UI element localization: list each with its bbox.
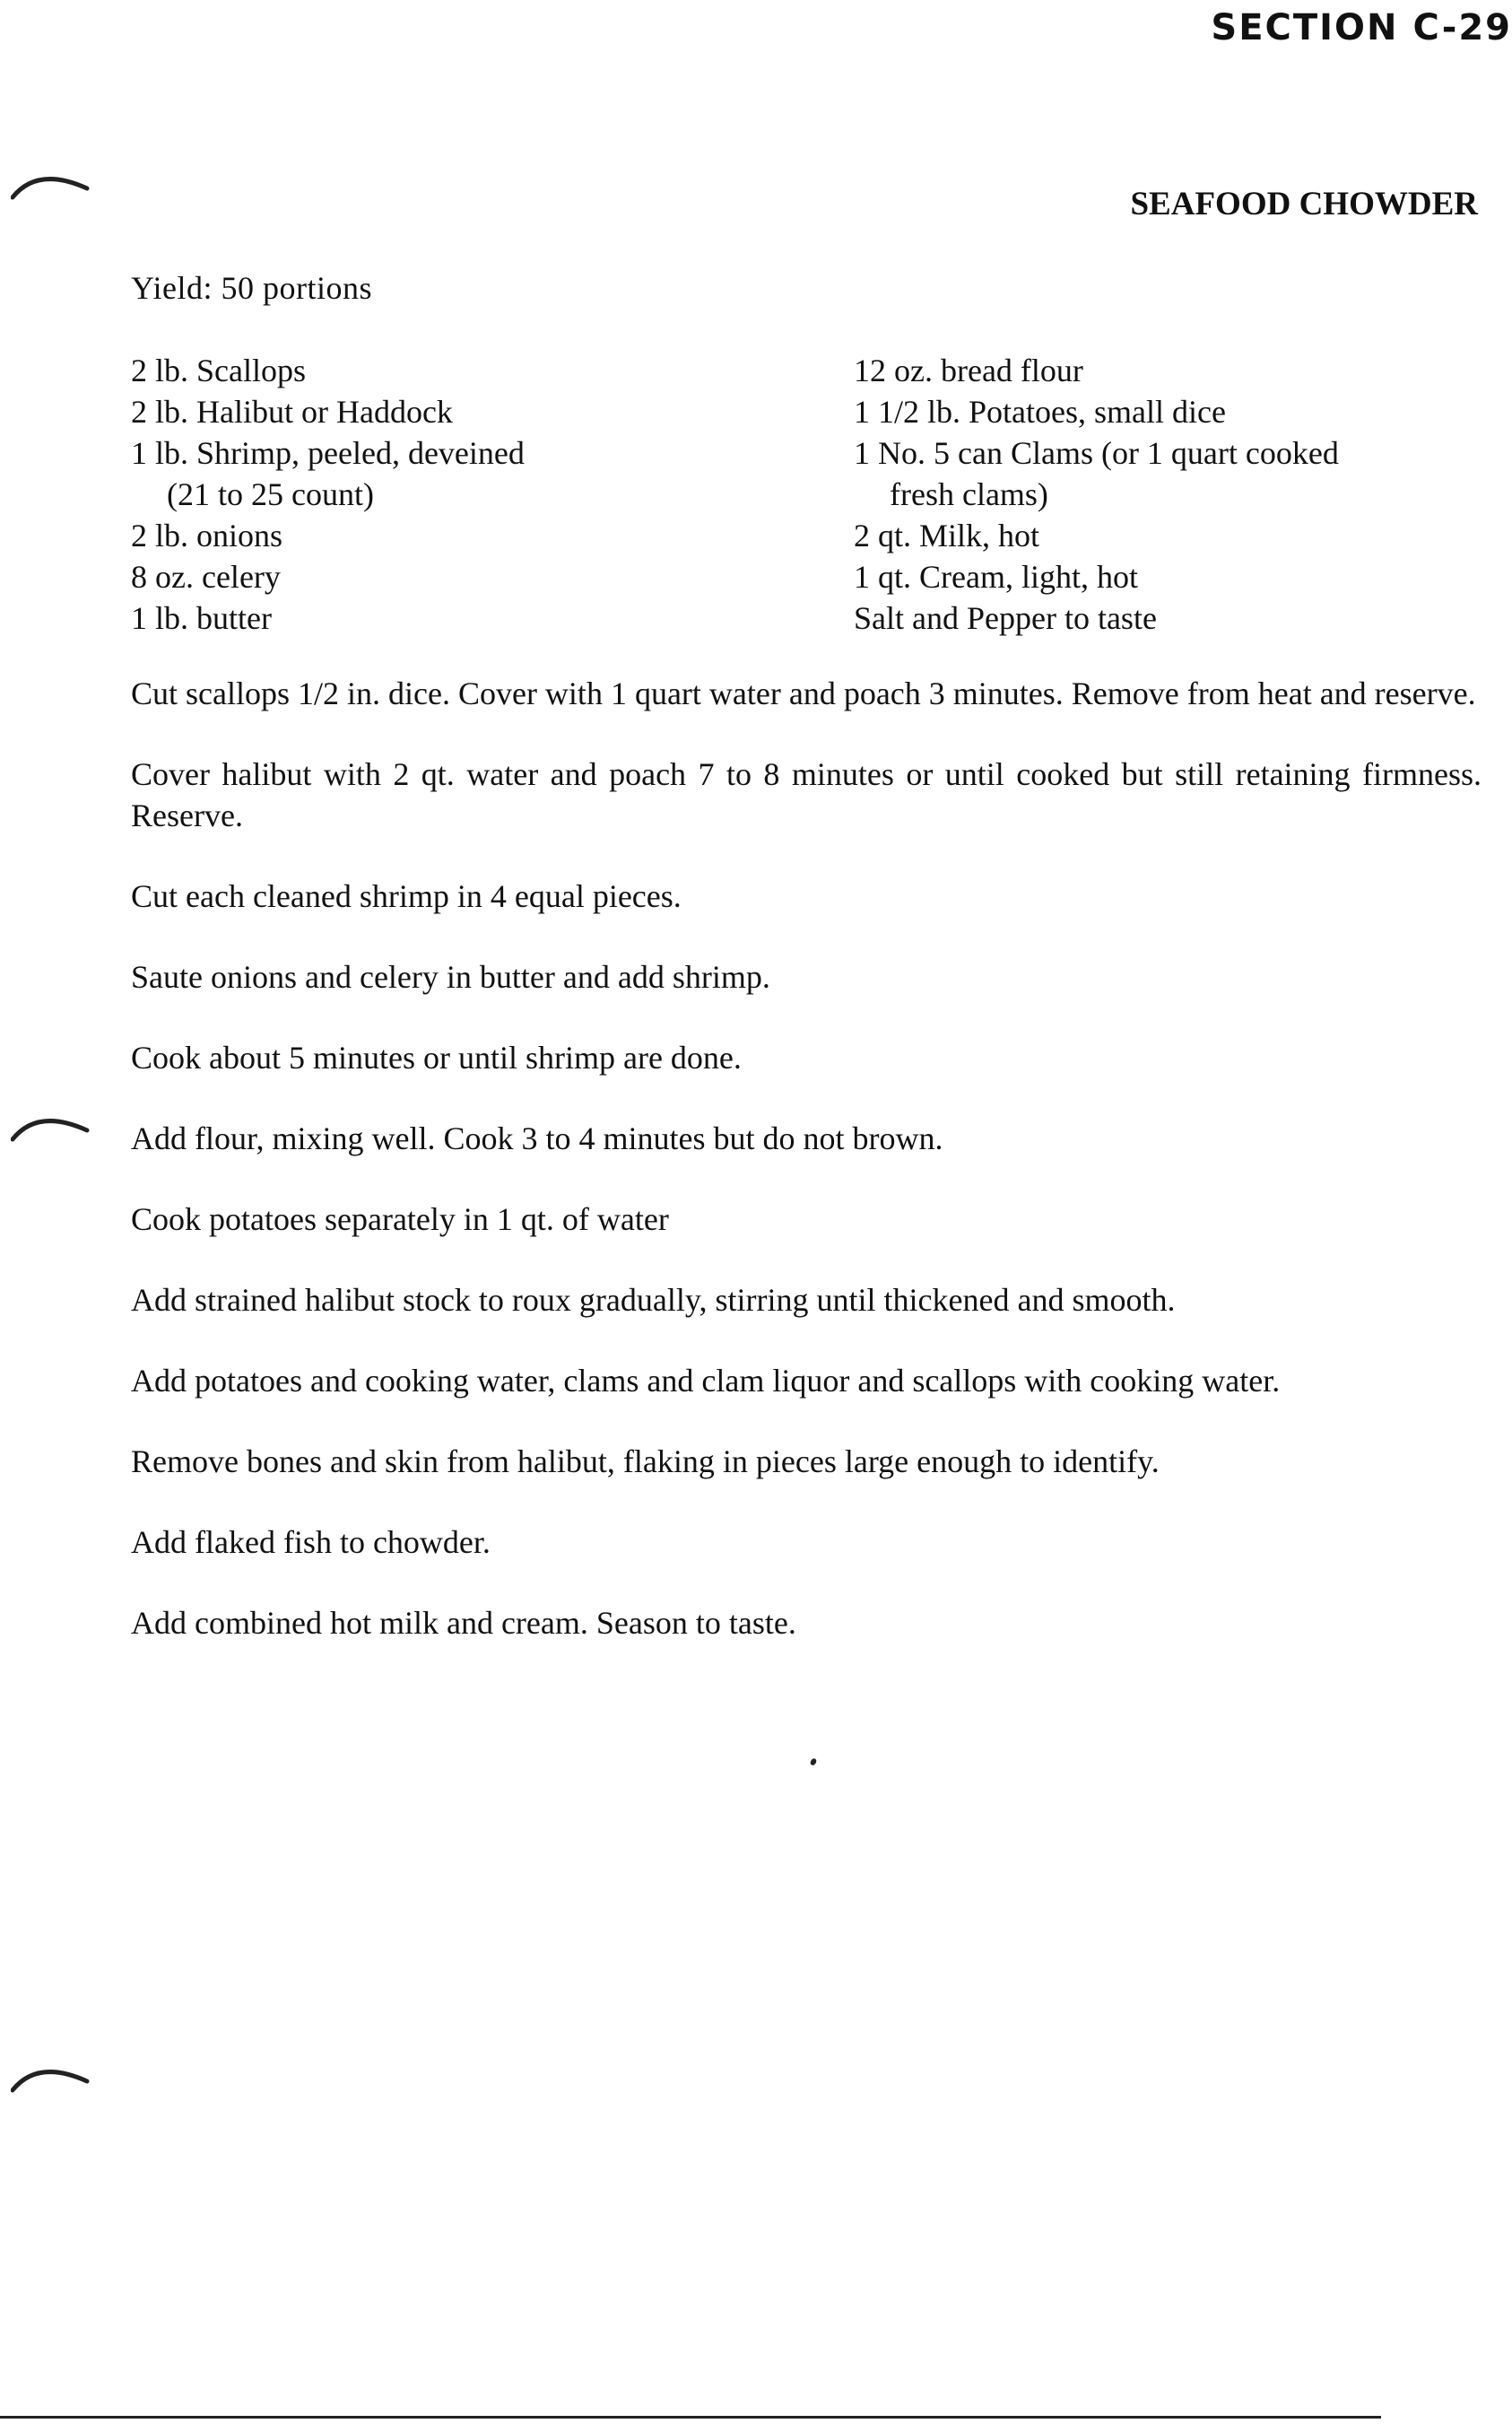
ingredient-item: 12 oz. bread flour [854,353,1083,388]
instruction-step: Add combined hot milk and cream. Season to taste. [131,1605,796,1641]
ingredient-item: 2 qt. Milk, hot [854,518,1040,554]
instruction-step: Add flaked fish to chowder. [131,1524,491,1560]
ingredient-item-continuation: fresh clams) [890,476,1048,512]
bottom-rule [0,2416,1381,2419]
section-header: SECTION C-29 [1211,7,1512,48]
ingredient-item: 2 lb. Scallops [131,353,306,388]
instruction-step: Cut scallops 1/2 in. dice. Cover with 1 quart water and poach 3 minutes. Remove from heat and reserve. [131,676,1476,711]
ingredient-item: 1 lb. Shrimp, peeled, deveined [131,435,525,471]
binder-hole-mark-top [11,161,100,206]
ink-speck [809,1757,817,1766]
instruction-step: Add flour, mixing well. Cook 3 to 4 minutes but do not brown. [131,1120,943,1156]
recipe-yield: Yield: 50 portions [131,270,372,306]
ingredient-item: Salt and Pepper to taste [854,600,1157,636]
binder-hole-mark-middle [11,1103,100,1148]
instructions [131,673,1482,1643]
recipe-title: SEAFOOD CHOWDER [1130,186,1478,222]
ingredient-item: 1 No. 5 can Clams (or 1 quart cooked [854,435,1339,471]
ingredient-item: 1 qt. Cream, light, hot [854,559,1138,595]
instruction-step: Add potatoes and cooking water, clams and clam liquor and scallops with cooking water. [131,1363,1281,1399]
instruction-step: Cook potatoes separately in 1 qt. of water [131,1201,669,1237]
instruction-step: Saute onions and celery in butter and add shrimp. [131,959,770,995]
ingredient-item: 1 lb. butter [131,600,272,636]
ingredient-item: 8 oz. celery [131,559,281,595]
instruction-step: Cover halibut with 2 qt. water and poach 7 to 8 minutes or until cooked but still retaining firmness. Reserve. [131,756,1482,833]
binder-hole-mark-bottom [11,2054,100,2099]
ingredients-list-left [131,350,525,639]
instruction-step: Cook about 5 minutes or until shrimp are done. [131,1040,742,1076]
instruction-step: Remove bones and skin from halibut, flaking in pieces large enough to identify. [131,1443,1160,1479]
instruction-step: Cut each cleaned shrimp in 4 equal pieces. [131,878,682,914]
ingredient-item: 2 lb. onions [131,518,283,554]
ingredient-item: 1 1/2 lb. Potatoes, small dice [854,394,1226,430]
instruction-step: Add strained halibut stock to roux gradually, stirring until thickened and smooth. [131,1282,1176,1318]
ingredient-item-continuation: (21 to 25 count) [167,476,374,512]
ingredients-list-right [854,350,1339,639]
ingredient-item: 2 lb. Halibut or Haddock [131,394,453,430]
